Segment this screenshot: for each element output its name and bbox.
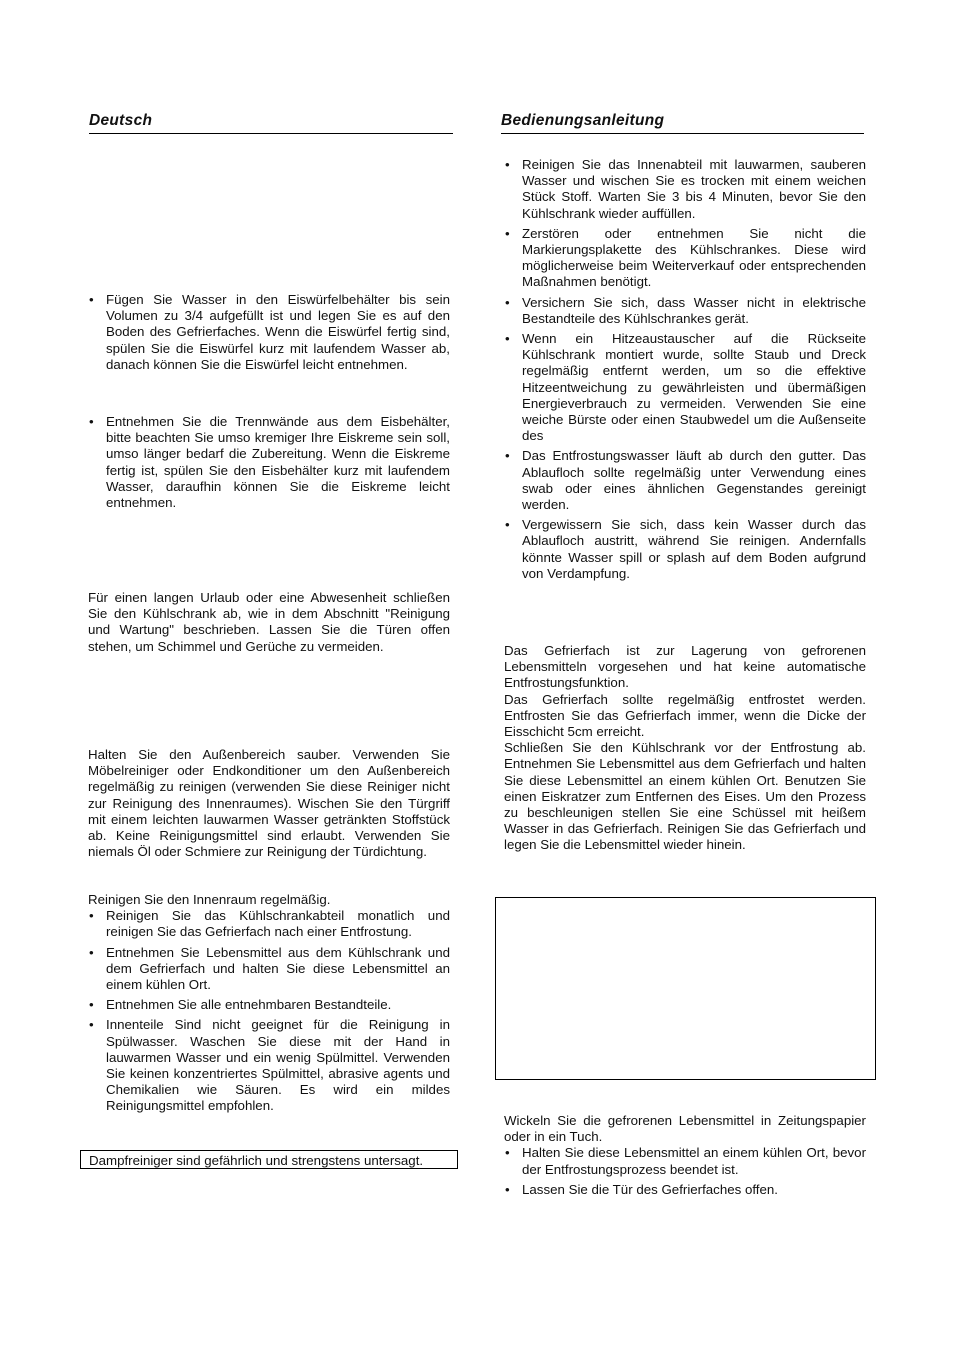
list-item: • Versichern Sie sich, dass Wasser nicht in elektrische Bestandteile des Kühlschrankes gerät.: [504, 295, 866, 327]
vacation-text: Für einen langen Urlaub oder eine Abwesenheit schließen Sie den Kühlschrank ab, wie in dem Abschnitt "Reinigung und Wartung" beschrieben. Lassen Sie die Türen offen stehen, um Schimmel und Gerüche zu vermeiden.: [88, 590, 450, 654]
ice-cube-section: [88, 292, 450, 377]
defrost-section: [504, 643, 866, 854]
exterior-cleaning-section: [88, 747, 450, 860]
list-item: • Entnehmen Sie alle entnehmbaren Bestandteile.: [88, 997, 450, 1013]
ice-cube-instruction: • Fügen Sie Wasser in den Eiswürfelbehälter bis sein Volumen zu 3/4 aufgefüllt ist und legen Sie es auf den Boden des Gefrierfaches. Wenn die Eiswürfel fertig sind, spülen Sie die Eiswürfel kurz mit laufendem Wasser ab, danach können Sie die Eiswürfel leicht entnehmen.: [88, 292, 450, 373]
ice-cream-instruction: • Entnehmen Sie die Trennwände aus dem Eisbehälter, bitte beachten Sie umso kremiger Ihre Eiskreme sein soll, umso länger bedarf die Zubereitung. Wenn die Eiskreme fertig ist, spülen Sie den Eisbehälter kurz mit laufendem Wasser, daraufhin können Sie die Eiskreme leicht entnehmen.: [88, 414, 450, 511]
ice-cream-section: [88, 414, 450, 515]
defrost-paragraph: Das Gefrierfach sollte regelmäßig entfrostet werden. Entfrosten Sie das Gefrierfach immer, wenn die Dicke der Eisschicht 5cm erreicht.: [504, 691, 866, 740]
header-manual-title: Bedienungsanleitung: [501, 111, 864, 134]
wrap-food-section: [504, 1113, 866, 1202]
list-item: • Vergewissern Sie sich, dass kein Wasser durch das Ablaufloch austritt, während Sie reinigen. Andernfalls könnte Wasser spill or splash auf dem Boden aufgrund von Verdampfung.: [504, 517, 866, 582]
steam-cleaner-warning: Dampfreiniger sind gefährlich und strengstens untersagt.: [80, 1150, 458, 1169]
list-item: • Reinigen Sie das Kühlschrankabteil monatlich und reinigen Sie das Gefrierfach nach einer Entfrostung.: [88, 908, 450, 940]
notice-box: [495, 897, 876, 1080]
exterior-cleaning-text: Halten Sie den Außenbereich sauber. Verwenden Sie Möbelreiniger oder Endkonditioner um den Außenbereich regelmäßig zu reinigen (verwenden Sie diese Reiniger nicht zur Reinigung des Innenraumes). Wischen Sie den Türgriff mit einem leichten lauwarmen Wasser getränkten Stoffstück ab. Keine Reinigungsmittel sind erlaubt. Verwenden Sie niemals Öl oder Schmiere zur Reinigung der Türdichtung.: [88, 747, 450, 860]
wrap-food-text: Wickeln Sie die gefrorenen Lebensmittel in Zeitungspapier oder in ein Tuch.: [504, 1113, 866, 1145]
list-item: • Lassen Sie die Tür des Gefrierfaches offen.: [504, 1182, 866, 1198]
defrost-paragraph: Das Gefrierfach ist zur Lagerung von gefrorenen Lebensmitteln vorgesehen und hat keine automatische Entfrostungsfunktion.: [504, 643, 866, 691]
list-item: • Das Entfrostungswasser läuft ab durch den gutter. Das Ablaufloch sollte regelmäßig unter Verwendung eines swab oder eines ähnlichen Gegenstandes gereinigt werden.: [504, 448, 866, 513]
header-language: Deutsch: [89, 111, 453, 134]
interior-intro: Reinigen Sie den Innenraum regelmäßig.: [88, 892, 331, 907]
list-item: • Reinigen Sie das Innenabteil mit lauwarmen, sauberen Wasser und wischen Sie es trocken mit einem weichen Stück Stoff. Warten Sie 3 bis 4 Minuten, bevor Sie den Kühlschrank wieder auffüllen.: [504, 157, 866, 222]
list-item: • Halten Sie diese Lebensmittel an einem kühlen Ort, bevor der Entfrostungsprozess beendet ist.: [504, 1145, 866, 1177]
vacation-section: [88, 590, 450, 655]
list-item: • Innenteile Sind nicht geeignet für die Reinigung in Spülwasser. Waschen Sie diese mit der Hand in lauwarmen Wasser und ein wenig Spülmittel. Verwenden Sie keinen konzentriertes Spülmittel, abrasive agents und Chemikalien wie Säuren. Es wird ein mildes Reinigungsmittel empfohlen.: [88, 1017, 450, 1114]
list-item: • Wenn ein Hitzeaustauscher auf die Rückseite Kühlschrank montiert wurde, sollte Staub und Dreck regelmäßig entfernt werden, um so die effektive Hitzeentweichung zu gewährleisten und übermäßigen Energieverbrauch zu vermeiden. Verwenden Sie eine weiche Bürste oder einen Staubwedel um die Außenseite des: [504, 331, 866, 444]
list-item: • Entnehmen Sie Lebensmittel aus dem Kühlschrank und dem Gefrierfach und halten Sie diese Lebensmittel an einem kühlen Ort.: [88, 945, 450, 994]
interior-cleaning-section: [88, 892, 450, 1119]
list-item: • Zerstören oder entnehmen Sie nicht die Markierungsplakette des Kühlschrankes. Diese wird möglicherweise beim Weiterverkauf oder entsprechenden Maßnahmen benötigt.: [504, 226, 866, 291]
defrost-paragraph: Schließen Sie den Kühlschrank vor der Entfrostung ab. Entnehmen Sie Lebensmittel aus dem Gefrierfach und halten Sie diese Lebensmittel an einem kühlen Ort. Benutzen Sie einen Eiskratzer zum Entfernen des Eises. Um den Prozess zu beschleunigen stellen Sie eine Schüssel mit heißem Wasser in das Gefrierfach. Reinigen Sie das Gefrierfach und legen Sie die Lebensmittel wieder hinein.: [504, 740, 866, 853]
cleaning-tips-section: [504, 157, 866, 586]
